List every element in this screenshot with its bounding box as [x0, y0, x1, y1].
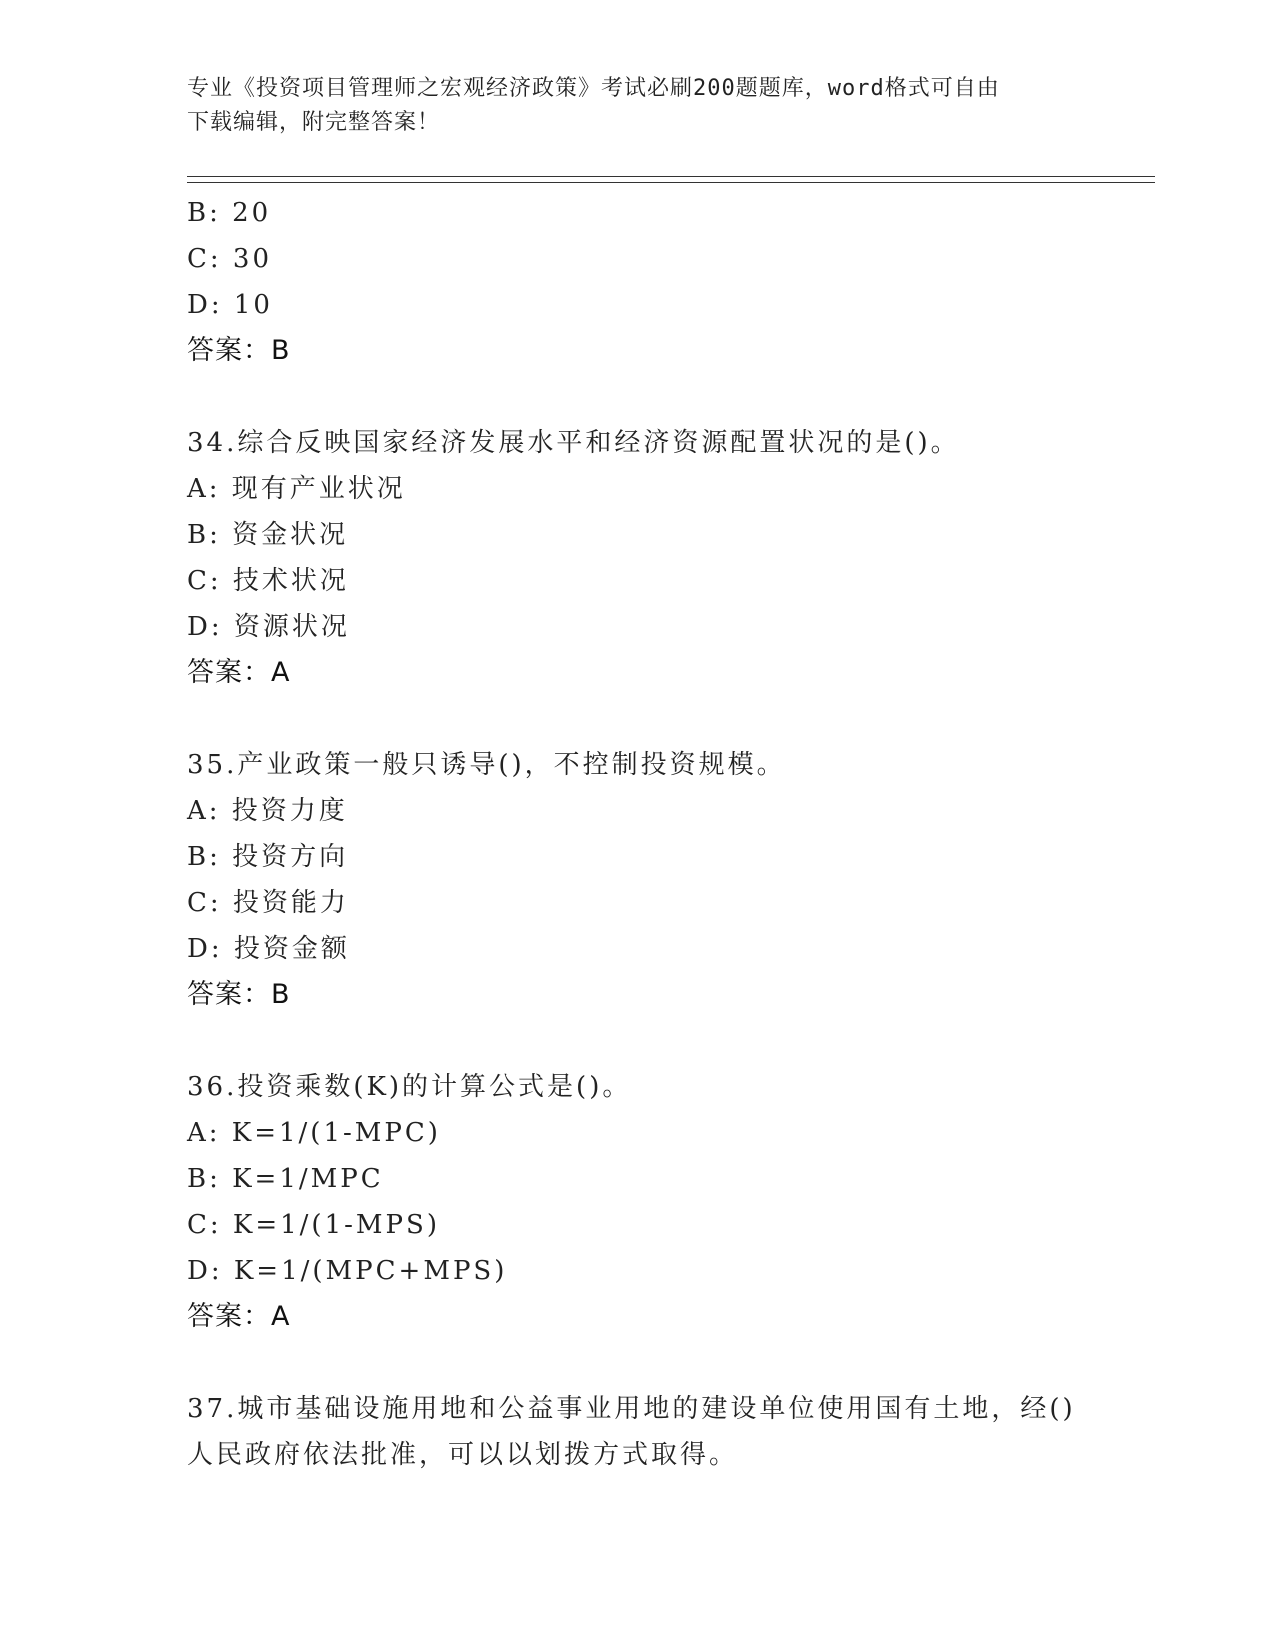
option-b: B: 20 [187, 198, 272, 228]
option-a: A: 现有产业状况 [187, 474, 406, 504]
question-text-line-1: 37.城市基础设施用地和公益事业用地的建设单位使用国有土地，经() [187, 1394, 1076, 1424]
header-title-line-2: 下载编辑，附完整答案！ [187, 110, 441, 135]
option-d: D: 投资金额 [187, 934, 350, 964]
question-block-33-continued [187, 190, 1147, 374]
answer-label: 答案：B [187, 335, 291, 366]
option-a: A: 投资力度 [187, 796, 348, 826]
spacer [187, 696, 1147, 742]
question-block-34 [187, 420, 1147, 696]
header-divider-bottom [187, 182, 1155, 183]
question-text: 36.投资乘数(K)的计算公式是()。 [187, 1072, 632, 1102]
option-b: B: K=1/MPC [187, 1164, 384, 1194]
header-divider-top [187, 176, 1155, 177]
question-block-35 [187, 742, 1147, 1018]
option-a: A: K=1/(1-MPC) [187, 1118, 441, 1148]
question-text: 34.综合反映国家经济发展水平和经济资源配置状况的是()。 [187, 428, 960, 458]
spacer [187, 1340, 1147, 1386]
option-d: D: 资源状况 [187, 612, 350, 642]
question-list [187, 190, 1147, 1478]
spacer [187, 374, 1147, 420]
question-block-37 [187, 1386, 1147, 1478]
option-b: B: 投资方向 [187, 842, 349, 872]
answer-label: 答案：A [187, 657, 291, 688]
option-c: C: 投资能力 [187, 888, 349, 918]
option-c: C: 技术状况 [187, 566, 349, 596]
answer-label: 答案：A [187, 1301, 291, 1332]
question-block-36 [187, 1064, 1147, 1340]
document-header [187, 72, 1087, 140]
spacer [187, 1018, 1147, 1064]
option-d: D: K=1/(MPC+MPS) [187, 1256, 508, 1286]
option-b: B: 资金状况 [187, 520, 349, 550]
option-d: D: 10 [187, 290, 273, 320]
answer-label: 答案：B [187, 979, 291, 1010]
header-title-line-1: 专业《投资项目管理师之宏观经济政策》考试必刷200题题库，word格式可自由 [187, 76, 1000, 101]
question-text-line-2: 人民政府依法批准，可以以划拨方式取得。 [187, 1440, 739, 1470]
option-c: C: K=1/(1-MPS) [187, 1210, 440, 1240]
question-text: 35.产业政策一般只诱导()，不控制投资规模。 [187, 750, 786, 780]
option-c: C: 30 [187, 244, 273, 274]
